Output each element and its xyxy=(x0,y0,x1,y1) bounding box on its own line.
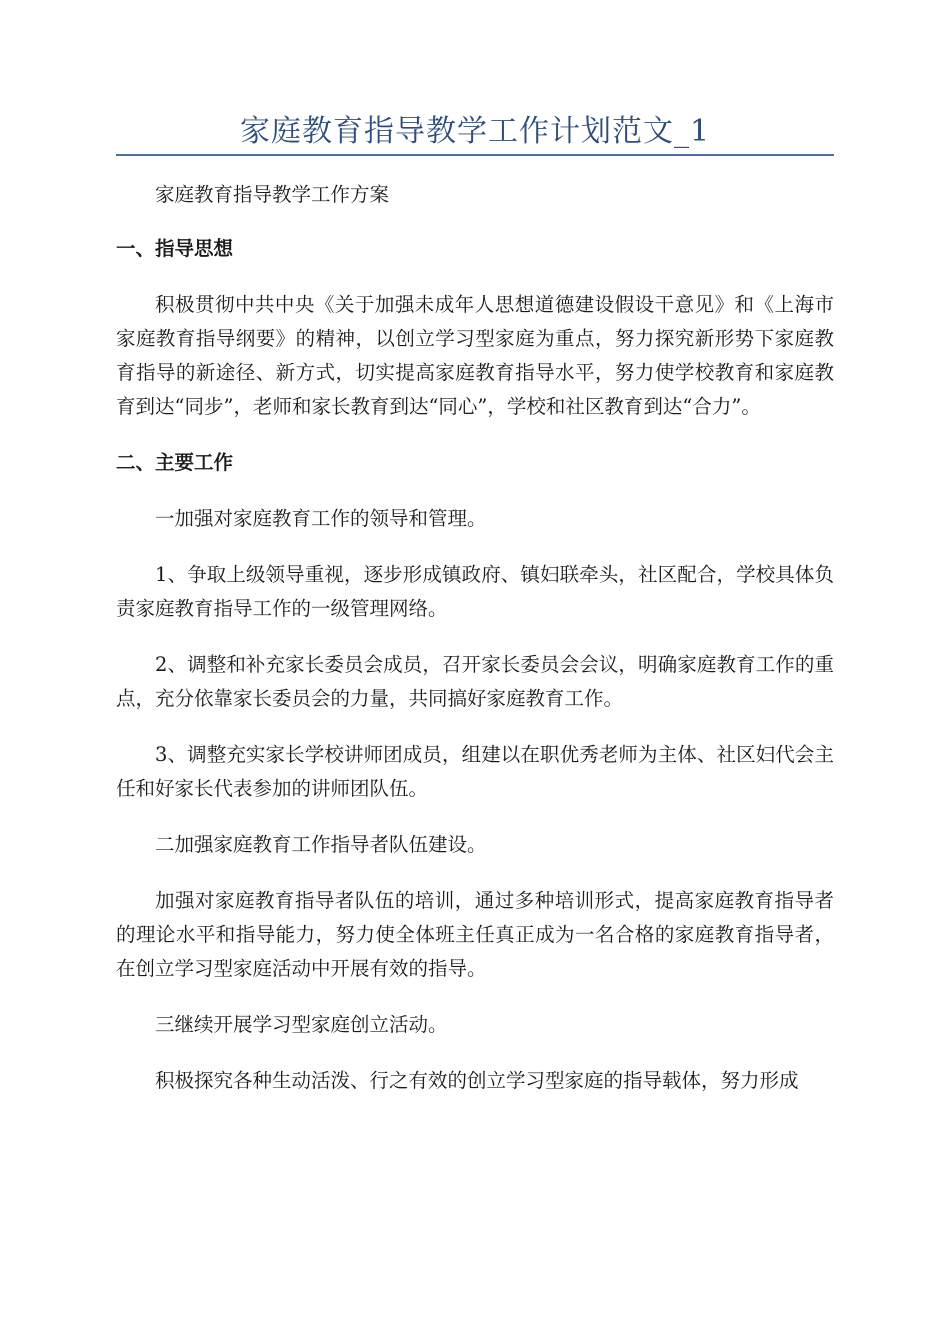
section-heading: 一、指导思想 xyxy=(116,237,234,260)
paragraph: 3、调整充实家长学校讲师团成员，组建以在职优秀老师为主体、社区妇代会主任和好家长代表参加的讲师团队伍。 xyxy=(116,743,834,800)
title-underline xyxy=(116,154,834,156)
section-heading: 二、主要工作 xyxy=(116,451,234,474)
paragraph: 一加强对家庭教育工作的领导和管理。 xyxy=(155,507,487,530)
document-body xyxy=(116,178,834,1120)
paragraph: 1、争取上级领导重视，逐步形成镇政府、镇妇联牵头，社区配合，学校具体负责家庭教育指导工作的一级管理网络。 xyxy=(116,563,834,620)
paragraph: 二加强家庭教育工作指导者队伍建设。 xyxy=(155,833,487,856)
paragraph: 积极贯彻中共中央《关于加强未成年人思想道德建设假设干意见》和《上海市家庭教育指导纲要》的精神，以创立学习型家庭为重点，努力探究新形势下家庭教育指导的新途径、新方式，切实提高家庭教育指导水平，努力使学校教育和家庭教育到达“同步”，老师和家长教育到达“同心”，学校和社区教育到达“合力”。 xyxy=(116,293,834,418)
paragraph: 2、调整和补充家长委员会成员，召开家长委员会会议，明确家庭教育工作的重点，充分依靠家长委员会的力量，共同搞好家庭教育工作。 xyxy=(116,653,834,710)
section-guiding-ideology xyxy=(116,232,834,424)
paragraph: 加强对家庭教育指导者队伍的培训，通过多种培训形式，提高家庭教育指导者的理论水平和指导能力，努力使全体班主任真正成为一名合格的家庭教育指导者，在创立学习型家庭活动中开展有效的指导。 xyxy=(116,889,834,980)
document-subtitle: 家庭教育指导教学工作方案 xyxy=(155,183,390,206)
paragraph: 三继续开展学习型家庭创立活动。 xyxy=(155,1013,448,1036)
section-main-work xyxy=(116,446,834,1098)
document-title: 家庭教育指导教学工作计划范文_1 xyxy=(239,114,711,149)
paragraph: 积极探究各种生动活泼、行之有效的创立学习型家庭的指导载体，努力形成 xyxy=(155,1069,799,1092)
